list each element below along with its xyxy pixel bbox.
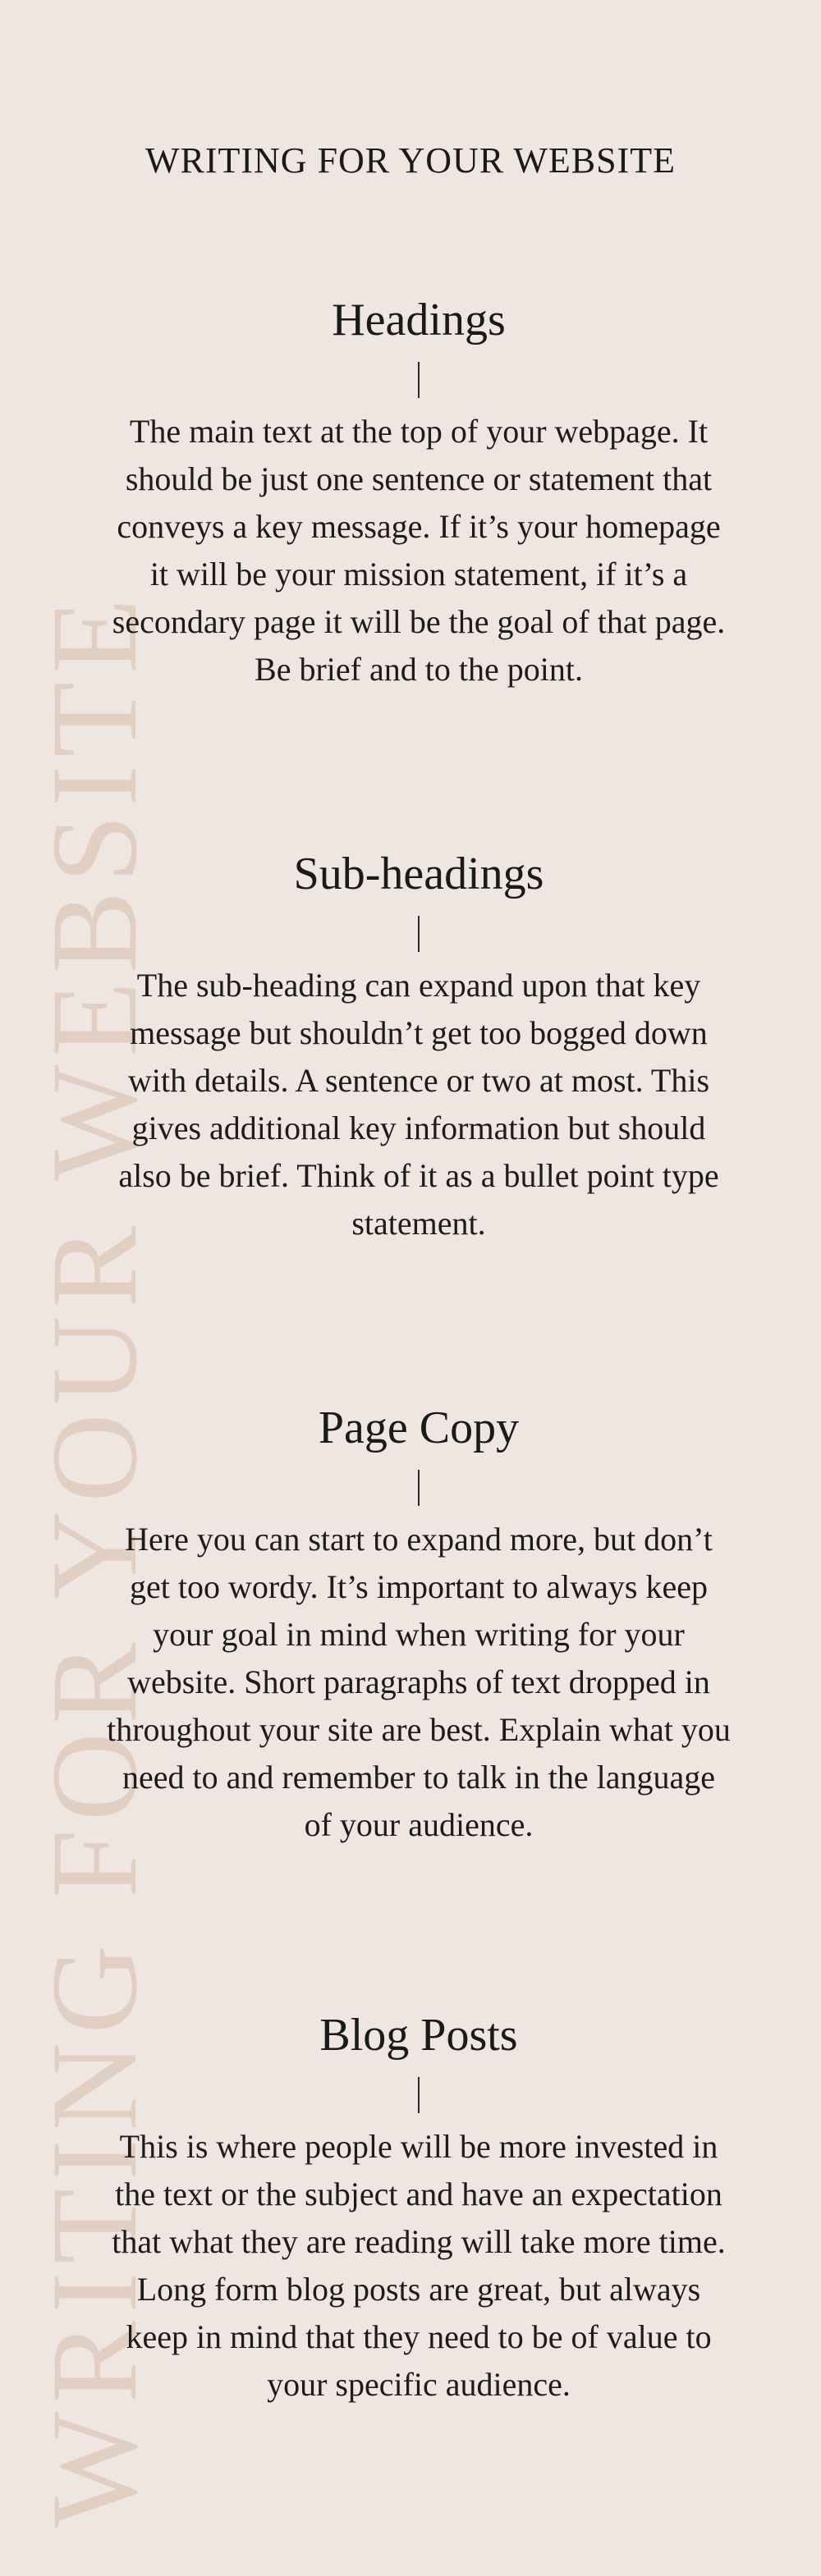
divider-line — [418, 916, 420, 952]
section-heading: Page Copy — [318, 1402, 520, 1453]
section-sub-headings — [82, 845, 755, 1247]
section-body: Here you can start to expand more, but don’t get too wordy. It’s important to always keep your goal in mind when writing for your website. Short paragraphs of text dropped in throughout your site are best. Explain what you need to and remember to talk in the language of your audience. — [107, 1521, 731, 1843]
section-heading: Headings — [332, 295, 506, 345]
section-heading: Sub-headings — [293, 849, 544, 899]
section-heading: Blog Posts — [319, 2010, 518, 2061]
section-body: The sub-heading can expand upon that key message but shouldn’t get too bogged down with details. A sentence or two at most. This gives additional key information but should also be brief. Think of it as a bullet point type statement. — [118, 967, 719, 1242]
section-page-copy — [82, 1399, 755, 1849]
section-body: The main text at the top of your webpage. It should be just one sentence or statement that conveys a key message. If it’s your homepage it will be your mission statement, if it’s a secondary page it will be the goal of that page. Be brief and to the point. — [112, 413, 726, 688]
divider-line — [418, 2077, 420, 2113]
page-title: WRITING FOR YOUR WEBSITE — [144, 140, 677, 181]
section-blog-posts — [82, 2006, 755, 2409]
divider-line — [418, 362, 420, 398]
divider-line — [418, 1470, 420, 1506]
section-body: This is where people will be more invested in the text or the subject and have an expectation that what they are reading will take more time. Long form blog posts are great, but always keep in mind that they need to be of value to your specific audience. — [112, 2128, 726, 2403]
vertical-watermark-text: WRITING FOR YOUR WEBSITE — [26, 590, 163, 2528]
section-headings — [82, 291, 755, 693]
